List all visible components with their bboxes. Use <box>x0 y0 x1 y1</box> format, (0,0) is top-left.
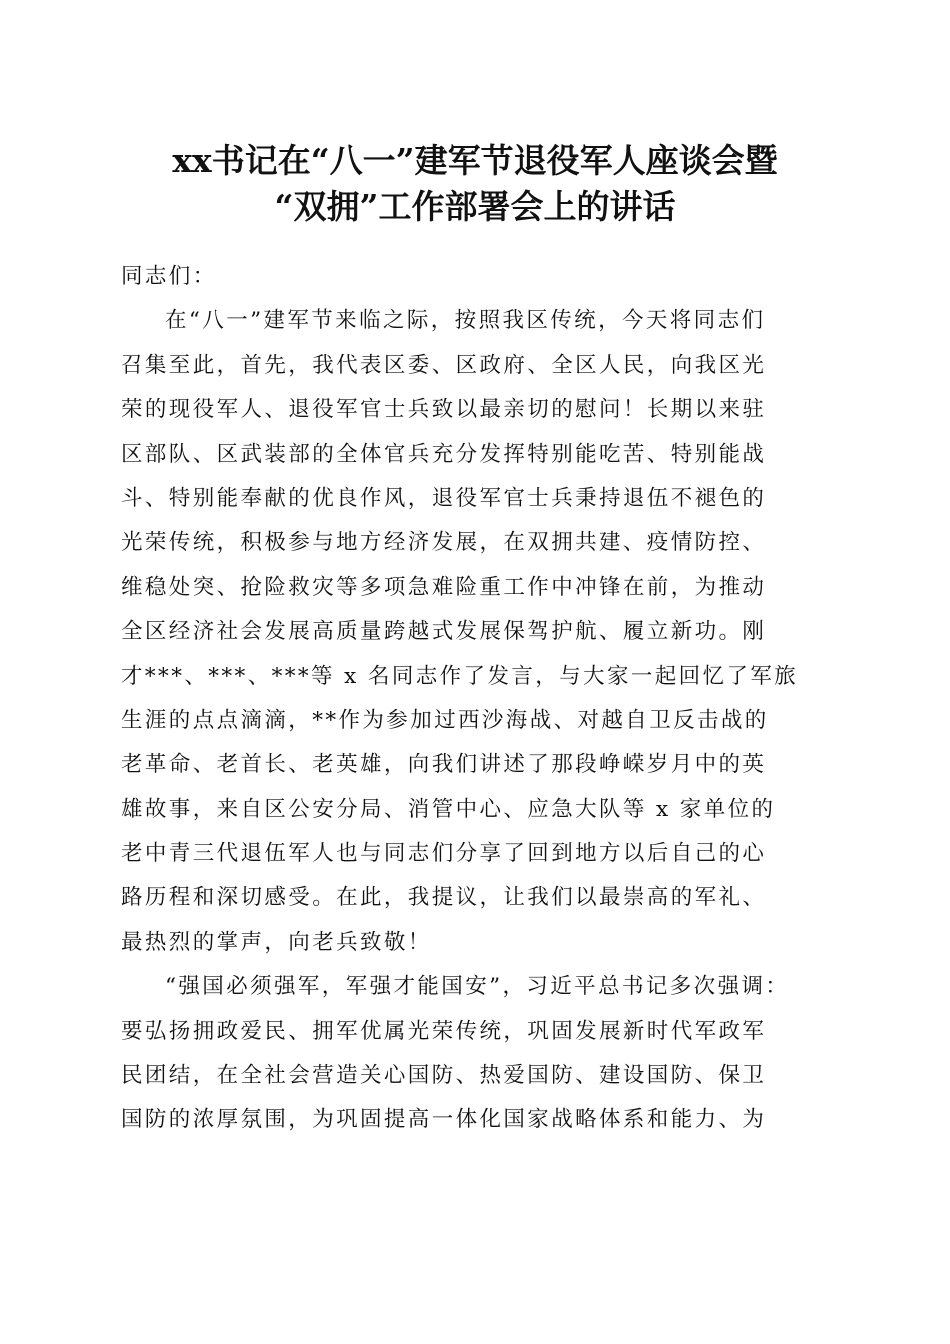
paragraph-1-line-15: 最热烈的掌声，向老兵致敬！ <box>121 929 432 955</box>
paragraph-1-line-7: 维稳处突、抢险救灾等多项急难险重工作中冲锋在前，为推动 <box>121 574 767 600</box>
paragraph-1-line-1: 在“八一”建军节来临之际，按照我区传统，今天将同志们 <box>165 308 766 334</box>
title-line-1: xx书记在“八一”建军节退役军人座谈会暨 <box>172 141 778 180</box>
paragraph-1-line-6: 光荣传统，积极参与地方经济发展，在双拥共建、疫情防控、 <box>121 530 767 556</box>
paragraph-1-line-12: 雄故事，来自区公安分局、消管中心、应急大队等 x 家单位的 <box>121 796 776 822</box>
salutation: 同志们： <box>121 264 217 289</box>
paragraph-1-line-9: 才***、***、***等 x 名同志作了发言，与大家一起回忆了军旅 <box>121 663 799 689</box>
document-body <box>121 255 826 1143</box>
paragraph-2-line-3: 民团结，在全社会营造关心国防、热爱国防、建设国防、保卫 <box>121 1063 767 1089</box>
paragraph-1-line-3: 荣的现役军人、退役军官士兵致以最亲切的慰问！长期以来驻 <box>121 397 767 423</box>
paragraph-1-line-10: 生涯的点点滴滴，**作为参加过西沙海战、对越自卫反击战的 <box>121 707 769 733</box>
paragraph-1-line-13: 老中青三代退伍军人也与同志们分享了回到地方以后自己的心 <box>121 841 767 867</box>
paragraph-1-line-5: 斗、特别能奉献的优良作风，退役军官士兵秉持退伍不褪色的 <box>121 485 767 511</box>
paragraph-1-line-14: 路历程和深切感受。在此，我提议，让我们以最崇高的军礼、 <box>121 885 767 911</box>
document-title <box>0 138 950 230</box>
paragraph-1-line-8: 全区经济社会发展高质量跨越式发展保驾护航、履立新功。刚 <box>121 619 767 645</box>
paragraph-2-line-1: “强国必须强军，军强才能国安”，习近平总书记多次强调： <box>165 974 790 1000</box>
paragraph-1-line-4: 区部队、区武装部的全体官兵充分发挥特别能吃苦、特别能战 <box>121 441 767 467</box>
paragraph-2-line-4: 国防的浓厚氛围，为巩固提高一体化国家战略体系和能力、为 <box>121 1107 767 1133</box>
paragraph-1-line-2: 召集至此，首先，我代表区委、区政府、全区人民，向我区光 <box>121 352 767 378</box>
paragraph-2-line-2: 要弘扬拥政爱民、拥军优属光荣传统，巩固发展新时代军政军 <box>121 1018 767 1044</box>
title-line-2: “双拥”工作部署会上的讲话 <box>274 187 676 226</box>
paragraph-1-line-11: 老革命、老首长、老英雄，向我们讲述了那段峥嵘岁月中的英 <box>121 752 767 778</box>
